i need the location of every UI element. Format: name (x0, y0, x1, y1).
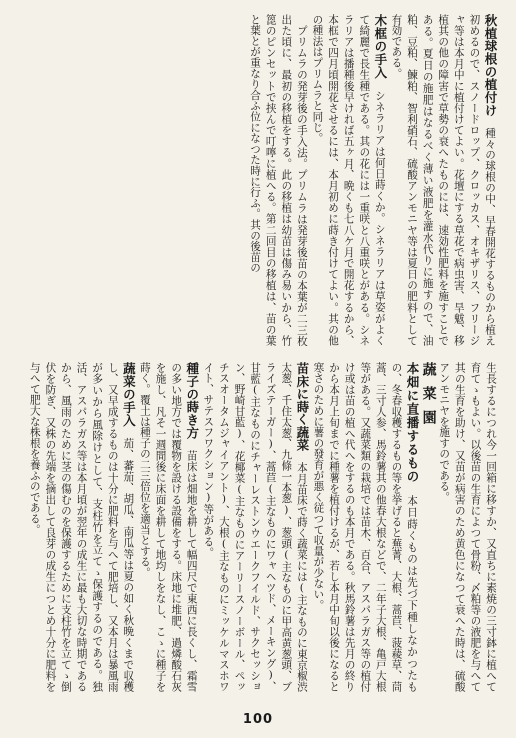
section-sowing-method (136, 362, 199, 692)
section-body: 苗床は畑地を耕して幅四尺で東西に長くし、霜雪の多い地方では覆物を設ける設備をする。床地に堆肥、過燐酸石灰を施し、凡そ一週間後に床面を耕して地均しをなし、こゝに種子を蒔く。覆土は種子の二三倍位を適当とする。 (138, 362, 198, 692)
section-body: 本月苗床で蒔く蔬菜には(主なものに東京椒渋太葱、千住太葱、九條一本葱)、葱頭(主なものに甲高黄葱頭、ブライズテーガー)、蒿苣(主なものにワャヘツド、メーキング)、甘藍(主なものにチャーレストンウエークフイルド、サクセッション、野崎甘藍)、花椰菜(主なものにアーリースノーボール、ペッチスオータムジャイアント)、大根(主なものにミッケルマスホワイト、サテスフワクション)等がある。 (202, 362, 308, 692)
section-direct-sowing (310, 362, 420, 692)
section-autumn-bulbs (388, 14, 498, 346)
section-heading: 苗床に蒔く蔬菜 (294, 362, 310, 452)
section-heading: 種子の蒔き方 (184, 362, 200, 440)
bottom-text-band (22, 362, 498, 692)
section-heading: 蔬菜の手入 (121, 362, 137, 427)
section-continuation: 生長するにつれ今一回箱に移すか、又直ちに素焼の三寸鉢に植へて育てゝもよい。以後苗の生育によつて骨粉、〆粕等の液肥を与へて其の生育を助け、又苗が病害のため黄色になつて衰へた時は、硫酸アンモニヤを施すのである。 (438, 362, 497, 692)
page-number: 100 (242, 712, 274, 727)
section-body: 種々の球根の中、早春開花するものから植え初めるので、スノードロップ、クロッカス、オキザリス、フリージャ等は本月中に植付けてよい。花壇にする草花で病虫害、旱魃、移植其の他の障害で草勢の衰へたものには、速効性肥料を施すことである。夏日の施肥はなるべく薄い液肥を灌水代りに施すので、油粕、豆粕、鰊粕、智利硝石、硫酸アンモニヤ等は夏日の肥料として有効である。 (390, 14, 496, 346)
section-primula: プリムラの発芽後の手入法。プリムラは発芽後苗の本葉が二三枚出た頃に、最初の移植をする。此の移植は幼苗は傷み易いから、竹箆のピンセットで挟んで叮嚀に植へる。第二回目の移植は、苗の葉と葉とが重なり合ふ位になつた時に行ふ。其の後苗の (249, 14, 308, 346)
section-vegetable-care (26, 362, 136, 692)
top-text-band (22, 14, 498, 346)
section-heading: 秋植球根の植付け (483, 14, 498, 117)
section-heading: 木框の手入 (372, 14, 388, 80)
section-body: 茄、蕃茄、胡瓜、南瓜等は夏の如く秋晩くまで収穫し、又早成するものは十分に肥料を与へて肥培し、又本月は暴風雨が多いから風除けとして、支柱竹を立てゝ保護するのである。独活、アスパラガス等は本月頃が翌年の成生に最も大切な時期であるから、風雨のために茎の傷むのを保護するために支柱竹を立てゝ倒伏を防ぎ、又株の先端を摘出して良芽の成生につとめ十分に肥料を与へて肥大な株根を養ふのである。 (28, 362, 135, 692)
section-body: シネラリアは何日蒔くか。シネラリアは草姿がよくて綺麗で長生種である。其の花には一重咲と八重咲とがある。シネラリアは播種後早ければ五ヶ月、晩くも七八ケ月で開花するから、本框で四月頃開花させるには、本月初めに蒔き付けてよい。其の他の種法はプリムラと同じ。 (311, 14, 386, 346)
section-seedbed-vegetables (200, 362, 310, 692)
section-heading: 本畑に直播するもの (405, 362, 421, 484)
section-frame-care (309, 14, 388, 346)
major-heading: 蔬菜園 (420, 362, 437, 434)
vegetable-garden-header (420, 362, 436, 692)
section-body: 本日蒔くものは先づ下種しなかつたもの、冬春収穫するもの等を挙げると蕪菁、大根、蒿苣、菠薐草、茼蒿、三寸人参、馬鈴薯其の他春大根などで、二年子大根、亀戸大根等がある。又蔬菜類の栽培では苗木、百合、アスパラガス等の植付け或は苗の植へ代へをするのも本月である。秋馬鈴薯は先月の終りから本月上旬までに種薯を植付けるが、若し本月中旬以後になると寒さのために薯の發育が悪く従つて収量が少ない。 (312, 362, 419, 692)
